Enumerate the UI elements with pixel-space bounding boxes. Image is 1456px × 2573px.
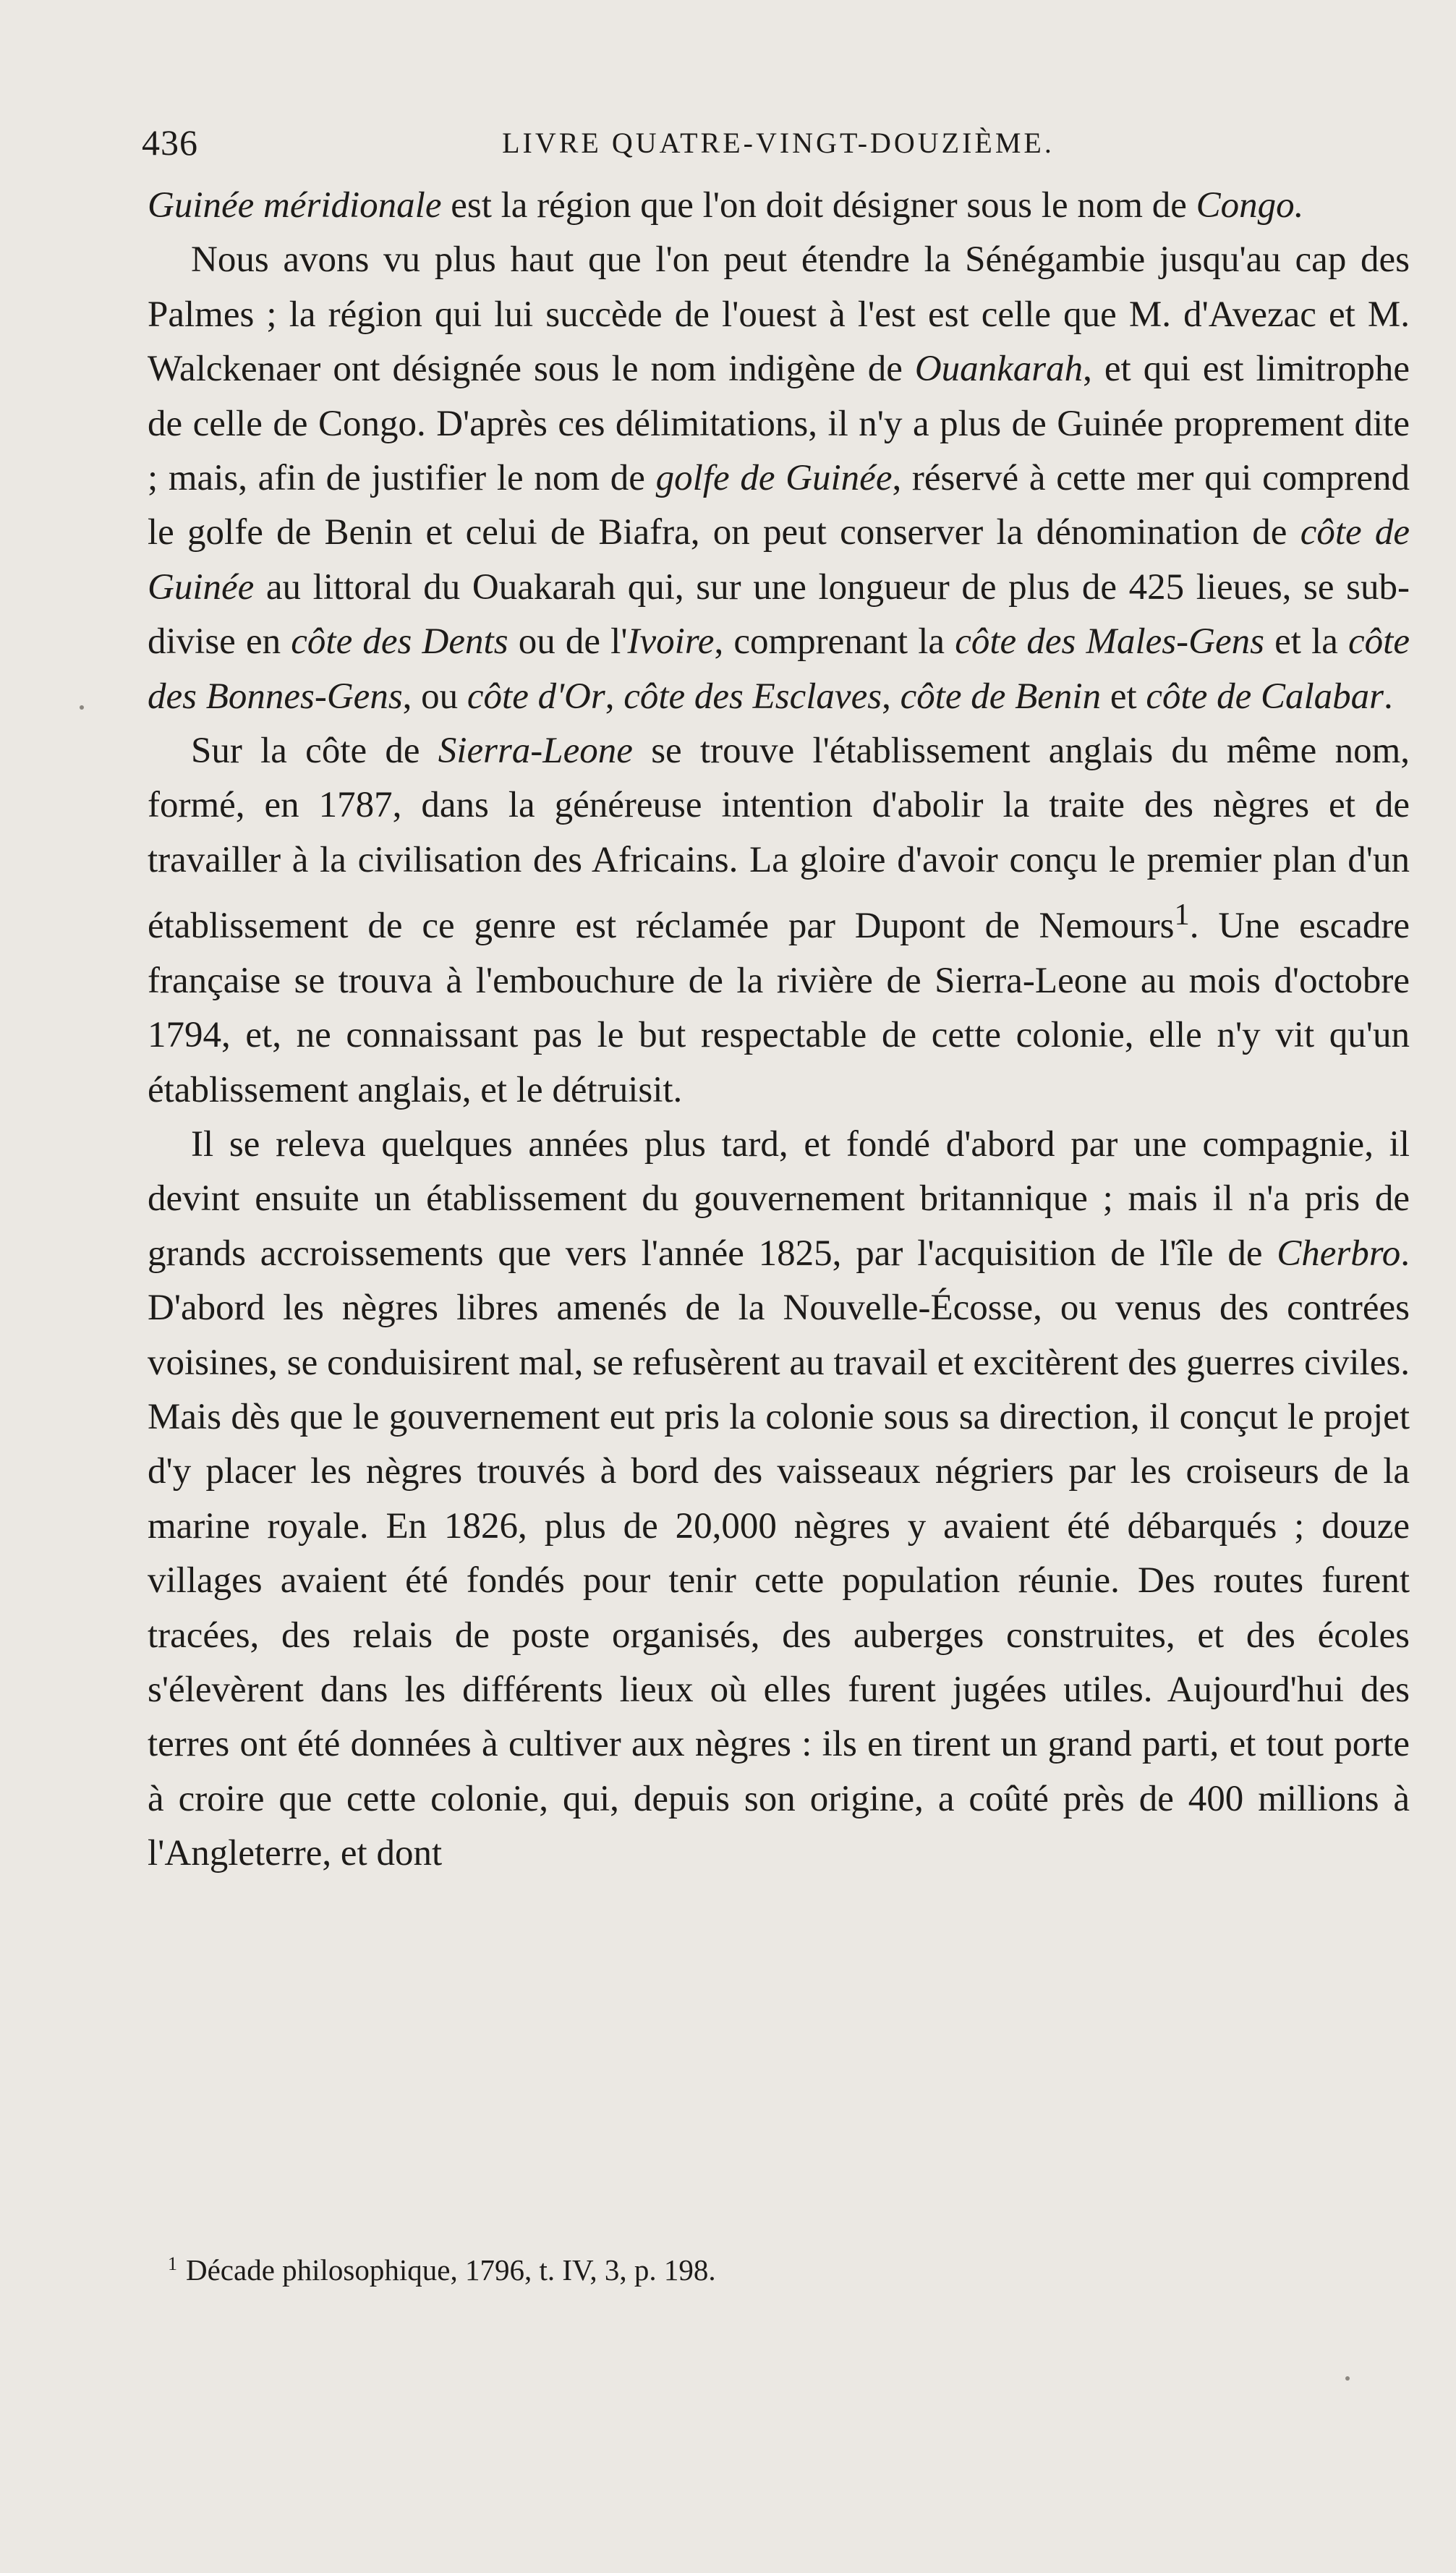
paragraph-2: Nous avons vu plus haut que l'on peut étendre la Sénégambie jusqu'au cap des Palmes ; la région qui lui succède de l'ouest à l'est est celle que M. d'Avezac et M. Walckenaer ont désignée sous le nom indigène de Ouankarah, et qui est limitrophe de celle de Congo. D'après ces délimitations, il n'y a plus de Guinée proprement dite ; mais, afin de justifier le nom de golfe de Guinée, réservé à cette mer qui comprend le golfe de Benin et celui de Biafra, on peut conserver la dénomination de côte de Guinée au littoral du Ouakarah qui, sur une longueur de plus de 425 lieues, se subdivise en côte des Dents ou de l'Ivoire, comprenant la côte des Males-Gens et la côte des Bonnes-Gens, ou côte d'Or, côte des Esclaves, côte de Benin et côte de Calabar. — [148, 239, 1410, 717]
paragraph-4: Il se releva quelques années plus tard, et fondé d'abord par une compagnie, il devint ensuite un établissement du gouvernement britannique ; mais il n'a pris de grands accroissements que vers l'année 1825, par l'acquisition de l'île de Cherbro. D'abord les nègres libres amenés de la Nouvelle-Écosse, ou venus des contrées voisines, se conduisirent mal, se refusèrent au travail et excitèrent des guerres civiles. Mais dès que le gouvernement eut pris la colonie sous sa direction, il conçut le projet d'y placer les nègres trouvés à bord des vaisseaux négriers par les croiseurs de la marine royale. En 1826, plus de 20,000 nègres y avaient été débarqués ; douze villages avaient été fondés pour tenir cette population réunie. Des routes furent tracées, des relais de poste organisés, des auberges construites, et des écoles s'élevèrent dans les différents lieux où elles furent jugées utiles. Aujourd'hui des terres ont été données à cultiver aux nègres : ils en tirent un grand parti, et tout porte à croire que cette colonie, qui, depuis son origine, a coûté près de 400 millions à l'Angleterre, et dont — [148, 1123, 1410, 1874]
page-header — [142, 122, 1415, 172]
footnote-marker: 1 — [168, 2253, 177, 2274]
footnote — [168, 2244, 1397, 2290]
paragraph-1: Guinée méridionale est la région que l'on doit désigner sous le nom de Congo. — [148, 185, 1304, 226]
paragraph-3: Sur la côte de Sierra-Leone se trouve l'établissement anglais du même nom, formé, en 1787, dans la généreuse intention d'abolir la traite des nègres et de travailler à la civilisation des Africains. La gloire d'avoir conçu le premier plan d'un établissement de ce genre est réclamée par Dupont de Nemours$^1$. Une escadre française se trouva à l'embouchure de la rivière de Sierra-Leone au mois d'octobre 1794, et, ne connaissant pas le but respectable de cette colonie, elle n'y vit qu'un établissement anglais, et le détruisit. — [148, 731, 1410, 1110]
running-head: LIVRE QUATRE-VINGT-DOUZIÈME. — [502, 127, 1055, 159]
paper-speck — [1345, 2376, 1350, 2381]
body-text — [148, 179, 1410, 1881]
footnote-text: Décade philosophique, 1796, t. IV, 3, p. 198. — [186, 2253, 716, 2287]
page-number: 436 — [142, 122, 198, 163]
paper-speck — [80, 705, 84, 710]
